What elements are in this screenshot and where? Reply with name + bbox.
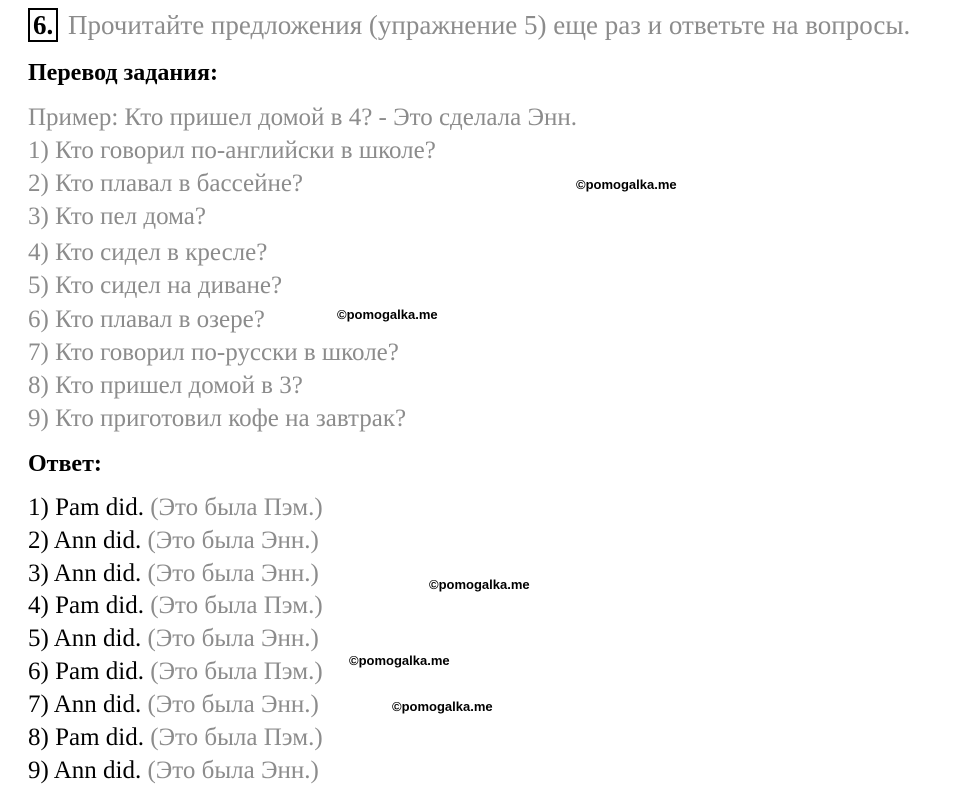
watermark: ©pomogalka.me	[337, 307, 438, 322]
translation-heading: Перевод задания:	[28, 60, 218, 86]
answer-ru: (Это была Энн.)	[147, 625, 319, 652]
task-number: 6.	[28, 8, 58, 42]
answer-item	[28, 494, 323, 522]
translation-example: Пример: Кто пришел домой в 4? - Это сделала Энн.	[28, 104, 577, 131]
answer-heading: Ответ:	[28, 451, 102, 477]
answer-item	[28, 592, 323, 620]
watermark: ©pomogalka.me	[429, 577, 530, 592]
question-item: 2) Кто плавал в бассейне?	[28, 170, 304, 197]
answer-item	[28, 724, 323, 752]
answer-en: 8) Pam did.	[28, 724, 144, 751]
answer-en: 3) Ann did.	[28, 560, 142, 587]
answer-en: 4) Pam did.	[28, 592, 144, 619]
answer-ru: (Это была Пэм.)	[150, 592, 323, 619]
answer-item	[28, 757, 319, 785]
answer-en: 6) Pam did.	[28, 658, 144, 685]
answer-en: 9) Ann did.	[28, 757, 142, 784]
answer-en: 7) Ann did.	[28, 691, 142, 718]
question-item: 1) Кто говорил по-английски в школе?	[28, 137, 436, 164]
answer-ru: (Это была Энн.)	[147, 757, 319, 784]
answer-en: 5) Ann did.	[28, 625, 142, 652]
answer-ru: (Это была Пэм.)	[150, 658, 323, 685]
watermark: ©pomogalka.me	[349, 653, 450, 668]
answer-item	[28, 527, 319, 555]
answer-item	[28, 625, 319, 653]
question-item: 8) Кто пришел домой в 3?	[28, 372, 303, 399]
answer-ru: (Это была Пэм.)	[150, 494, 323, 521]
answer-en: 2) Ann did.	[28, 527, 142, 554]
question-item: 9) Кто приготовил кофе на завтрак?	[28, 405, 407, 432]
question-item: 4) Кто сидел в кресле?	[28, 239, 268, 266]
question-item: 5) Кто сидел на диване?	[28, 272, 283, 299]
answer-item	[28, 658, 323, 686]
answer-ru: (Это была Пэм.)	[150, 724, 323, 751]
answer-item	[28, 691, 319, 719]
task-header	[28, 8, 910, 42]
question-item: 3) Кто пел дома?	[28, 203, 206, 230]
answer-en: 1) Pam did.	[28, 494, 144, 521]
answer-ru: (Это была Энн.)	[147, 527, 319, 554]
task-instruction: Прочитайте предложения (упражнение 5) еще раз и ответьте на вопросы.	[68, 10, 911, 40]
question-item: 7) Кто говорил по-русски в школе?	[28, 339, 399, 366]
answer-ru: (Это была Энн.)	[147, 691, 319, 718]
answer-ru: (Это была Энн.)	[147, 560, 319, 587]
question-item: 6) Кто плавал в озере?	[28, 306, 265, 333]
watermark: ©pomogalka.me	[392, 699, 493, 714]
answer-item	[28, 560, 319, 588]
watermark: ©pomogalka.me	[576, 177, 677, 192]
